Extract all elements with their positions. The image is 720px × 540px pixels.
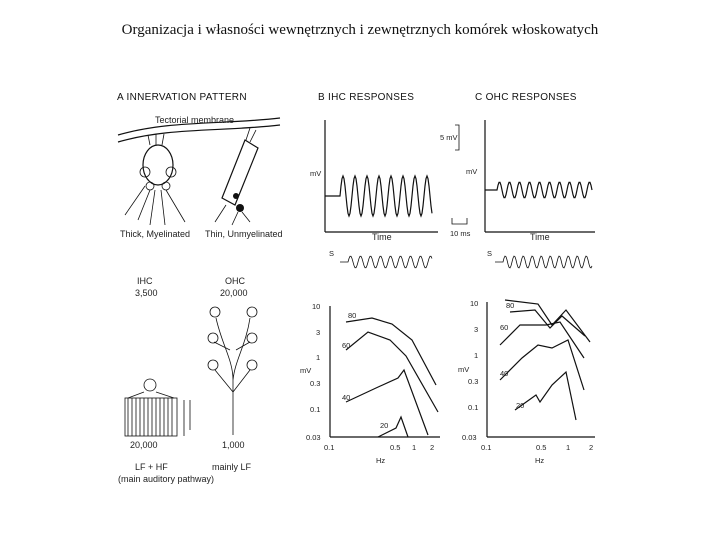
ihc-level-20: 20	[380, 421, 389, 430]
panel-a-header: A INNERVATION PATTERN	[117, 92, 247, 103]
ohc-xtick: 0.5	[536, 443, 547, 452]
ihc-xtick: 0.5	[390, 443, 401, 452]
ohc-xtick: 0.1	[481, 443, 492, 452]
ihc-level-80: 80	[348, 311, 357, 320]
ohc-time-label: Time	[530, 232, 550, 242]
ihc-level-60: 60	[342, 341, 351, 350]
ihc-receptor-potential-trace	[325, 176, 432, 216]
ihc-time-label: Time	[372, 232, 392, 242]
slide-title: Organizacja i własności wewnętrznych i zewnętrznych komórek włoskowatych	[121, 22, 599, 38]
ohc-name: OHC	[225, 276, 245, 286]
ohc-level-20: 20	[516, 401, 525, 410]
ihc-stim-label: S	[329, 249, 335, 258]
ohc-ytick: 0.3	[468, 377, 479, 386]
ihc-curve-80	[346, 318, 436, 385]
panel-c-header: C OHC RESPONSES	[475, 92, 577, 103]
ohc-ytick: 3	[474, 325, 479, 334]
inner-hair-cell	[125, 134, 185, 225]
ohc-tuning-xlabel: Hz	[535, 456, 545, 465]
ohc-scale-label: 5 mV	[440, 133, 458, 142]
tectorial-membrane-label: Tectorial membrane	[155, 115, 235, 125]
ohc-tuning-x-ticks	[481, 443, 593, 452]
ihc-xtick: 0.1	[324, 443, 335, 452]
ihc-fiber-label: Thick, Myelinated	[120, 229, 191, 239]
ohc-curve-20	[515, 372, 576, 420]
ohc-level-80: 80	[506, 301, 515, 310]
ohc-stimulus-trace	[495, 256, 592, 268]
ohc-frequency: mainly LF	[212, 462, 252, 472]
ihc-afferent-fibers	[125, 379, 190, 436]
ihc-frequency: LF + HF	[135, 462, 168, 472]
ihc-scale-bar	[452, 218, 467, 224]
ohc-level-40: 40	[500, 369, 509, 378]
ihc-ytick: 10	[312, 302, 321, 311]
ihc-ytick: 0.1	[310, 405, 321, 414]
ohc-ytick: 0.1	[468, 403, 479, 412]
ohc-ytick: 0.03	[462, 433, 477, 442]
ihc-afferent-count: 20,000	[130, 440, 158, 450]
ohc-tuning-ylabel: mV	[458, 365, 470, 374]
ihc-level-40: 40	[342, 393, 351, 402]
ohc-ytick: 1	[474, 351, 479, 360]
ihc-name: IHC	[137, 276, 153, 286]
ihc-tuning-x-ticks	[324, 443, 434, 452]
ohc-curve-40	[500, 340, 584, 390]
ihc-scale-label: 10 ms	[450, 229, 471, 238]
ohc-curve-60	[500, 322, 584, 358]
ohc-curve-80b	[510, 310, 585, 336]
ohc-afferent-count: 1,000	[222, 440, 245, 450]
outer-hair-cell	[215, 128, 258, 225]
ohc-stim-label: S	[487, 249, 493, 258]
ihc-ytick: 3	[316, 328, 321, 337]
ohc-fiber-label: Thin, Unmyelinated	[205, 229, 283, 239]
ihc-mv-label: mV	[310, 169, 322, 178]
ohc-innervation-tree	[208, 307, 257, 435]
ohc-xtick: 2	[589, 443, 594, 452]
ihc-ytick: 0.3	[310, 379, 321, 388]
ihc-curve-60	[346, 332, 438, 412]
ihc-ytick: 1	[316, 353, 321, 362]
ihc-xtick: 2	[430, 443, 435, 452]
ihc-xtick: 1	[412, 443, 417, 452]
ihc-tuning-xlabel: Hz	[376, 456, 386, 465]
ohc-curve-80	[505, 300, 590, 342]
ihc-tuning-ylabel: mV	[300, 366, 312, 375]
ohc-level-60: 60	[500, 323, 509, 332]
ohc-mv-label: mV	[466, 167, 478, 176]
ihc-stimulus-trace	[340, 256, 432, 267]
ihc-ytick: 0.03	[306, 433, 321, 442]
ohc-count: 20,000	[220, 288, 248, 298]
ihc-count: 3,500	[135, 288, 158, 298]
ohc-ytick: 10	[470, 299, 479, 308]
ohc-receptor-potential-trace	[485, 182, 592, 197]
ihc-pathway: (main auditory pathway)	[118, 474, 215, 484]
panel-b-header: B IHC RESPONSES	[318, 92, 415, 103]
ohc-xtick: 1	[566, 443, 571, 452]
